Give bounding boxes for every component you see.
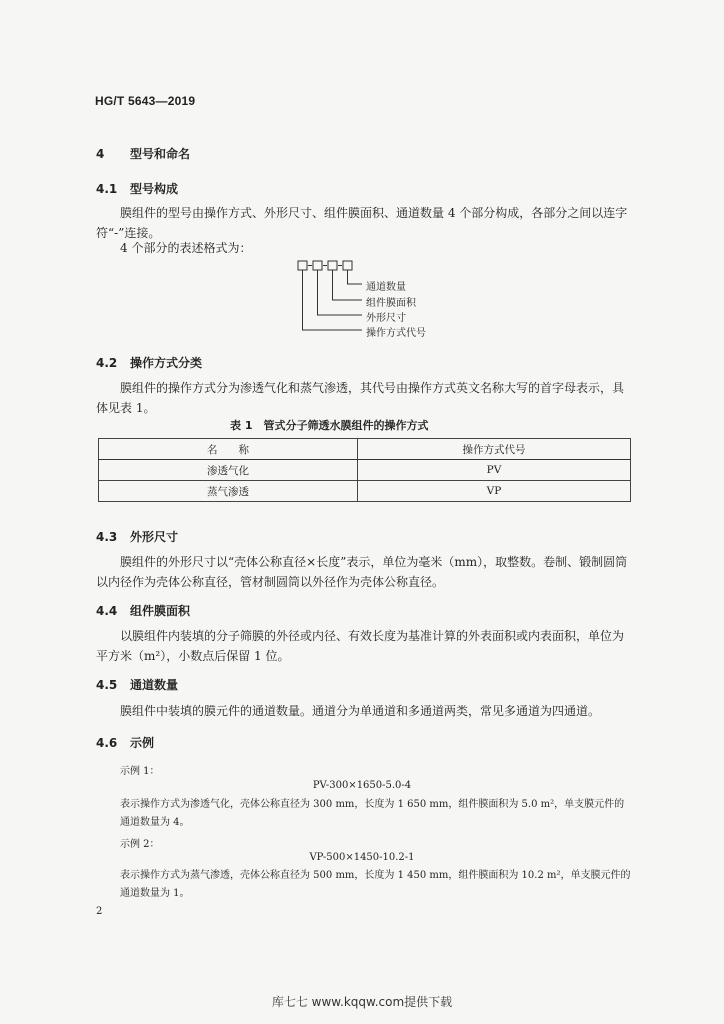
download-footer: 库七七 www.kqqw.com提供下载 <box>271 995 453 1009</box>
section-4-2-heading <box>96 354 202 371</box>
section-4-3-heading <box>96 528 178 545</box>
section-4-2-paragraph: 膜组件的操作方式分为渗透气化和蒸气渗透，其代号由操作方式英文名称大写的首字母表示，具体见表 1。 <box>96 381 625 415</box>
table-header-code: 操作方式代号 <box>358 439 631 460</box>
section-4-6-number: 4.6 <box>96 736 118 750</box>
table-cell: 蒸气渗透 <box>99 481 358 502</box>
standard-id: HG/T 5643—2019 <box>95 94 196 108</box>
section-4-1-number: 4.1 <box>96 182 118 196</box>
section-4-1-title: 型号构成 <box>130 182 179 196</box>
section-4-3-paragraph: 膜组件的外形尺寸以“壳体公称直径×长度”表示，单位为毫米（mm），取整数。卷制、锻制圆筒以内径作为壳体公称直径，管材制圆筒以外径作为壳体公称直径。 <box>96 555 628 589</box>
model-structure-diagram <box>296 258 466 342</box>
section-4-5-title: 通道数量 <box>130 678 179 692</box>
section-4-title: 型号和命名 <box>130 147 191 161</box>
example-1-label: 示例 1： <box>120 766 160 777</box>
table-1 <box>98 438 631 502</box>
section-4-number: 4 <box>96 147 105 161</box>
example-1-description: 表示操作方式为渗透气化，壳体公称直径为 300 mm，长度为 1 650 mm，组件膜面积为 5.0 m²，单支膜元件的通道数量为 4。 <box>120 799 625 828</box>
table-row <box>99 460 631 481</box>
diagram-label-membrane-area: 组件膜面积 <box>366 298 416 309</box>
section-4-1-paragraph-2: 4 个部分的表述格式为： <box>120 241 252 255</box>
section-4-4-heading <box>96 602 190 619</box>
table-cell: VP <box>358 481 631 502</box>
section-4-1-paragraph-1: 膜组件的型号由操作方式、外形尺寸、组件膜面积、通道数量 4 个部分构成，各部分之间以连字符“-”连接。 <box>96 206 628 240</box>
section-4-3-number: 4.3 <box>96 530 118 544</box>
table-cell: PV <box>358 460 631 481</box>
table-header-row <box>99 439 631 460</box>
table-cell: 渗透气化 <box>99 460 358 481</box>
section-4-4-paragraph: 以膜组件内装填的分子筛膜的外径或内径、有效长度为基准计算的外表面积或内表面积，单位为平方米（m²），小数点后保留 1 位。 <box>96 629 625 663</box>
section-4-2-number: 4.2 <box>96 356 118 370</box>
section-4-5-heading <box>96 676 178 693</box>
section-4-5-paragraph: 膜组件中装填的膜元件的通道数量。通道分为单通道和多通道两类，常见多通道为四通道。 <box>120 704 601 718</box>
example-2-code: VP-500×1450-10.2-1 <box>309 852 415 863</box>
section-4-heading <box>96 145 190 162</box>
section-4-3-title: 外形尺寸 <box>130 530 179 544</box>
section-4-5-number: 4.5 <box>96 678 118 692</box>
diagram-label-dimensions: 外形尺寸 <box>366 313 406 324</box>
section-4-6-title: 示例 <box>130 736 155 750</box>
example-2-label: 示例 2： <box>120 839 160 850</box>
table-row <box>99 481 631 502</box>
diagram-label-channels: 通道数量 <box>366 282 406 293</box>
section-4-1-heading <box>96 180 178 197</box>
example-1-code: PV-300×1650-5.0-4 <box>312 780 412 791</box>
section-4-4-title: 组件膜面积 <box>130 604 191 618</box>
table-header-name: 名 称 <box>99 439 358 460</box>
table-1-caption: 表 1 管式分子筛透水膜组件的操作方式 <box>230 419 429 432</box>
example-2-description: 表示操作方式为蒸气渗透，壳体公称直径为 500 mm，长度为 1 450 mm，组件膜面积为 10.2 m²，单支膜元件的通道数量为 1。 <box>120 870 631 899</box>
page-number: 2 <box>96 906 103 917</box>
diagram-label-operation-code: 操作方式代号 <box>366 328 426 339</box>
section-4-6-heading <box>96 734 154 751</box>
section-4-2-title: 操作方式分类 <box>130 356 203 370</box>
section-4-4-number: 4.4 <box>96 604 118 618</box>
